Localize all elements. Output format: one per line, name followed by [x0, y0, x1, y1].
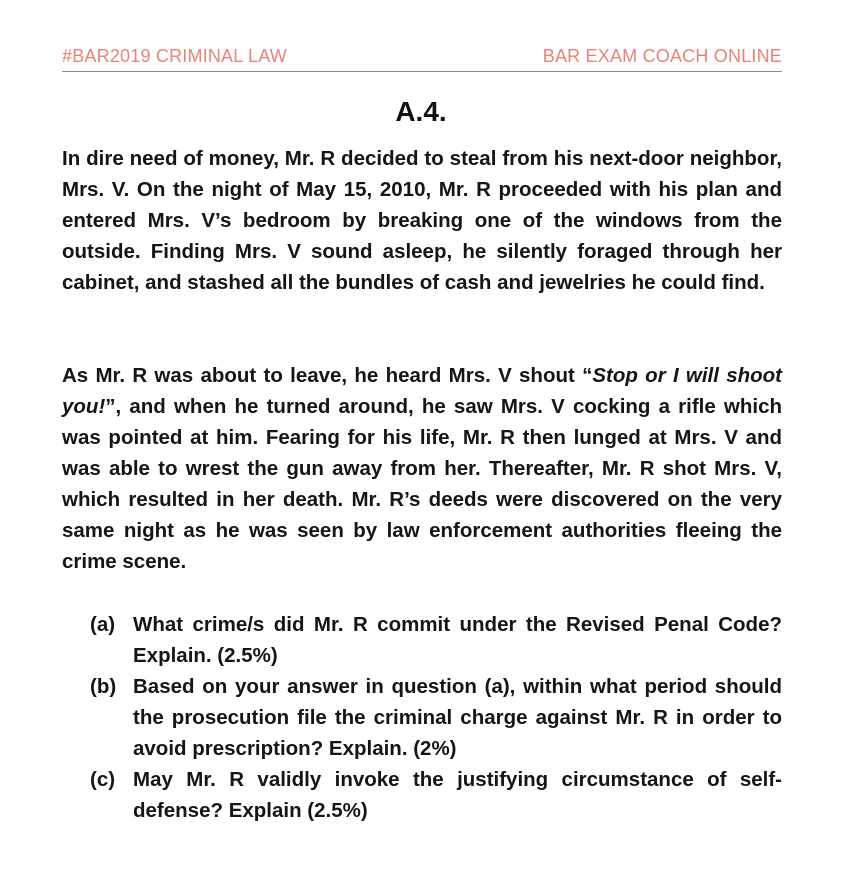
- facts-paragraph-2: [62, 360, 782, 577]
- paragraph-2-lead: As Mr. R was about to leave, he heard Mrs. V shout “: [62, 364, 593, 387]
- question-item-b: [90, 671, 782, 764]
- header-right-title: BAR EXAM COACH ONLINE: [542, 46, 782, 66]
- question-text: May Mr. R validly invoke the justifying circumstance of self-defense? Explain (2.5%): [133, 768, 782, 822]
- paragraph-2-rest: ”, and when he turned around, he saw Mrs. V cocking a rifle which was pointed at him. Fearing for his life, Mr. R then lunged at Mrs. V and was able to wrest the gun away from her. Thereafter, Mr. R shot Mrs. V, which resulted in her death. Mr. R’s deeds were discovered on the very same night as he was seen by law enforcement authorities fleeing the crime scene.: [62, 395, 782, 573]
- question-marker: (c): [90, 768, 116, 791]
- question-marker: (a): [90, 613, 116, 636]
- question-marker: (b): [90, 675, 117, 698]
- facts-paragraph-1: In dire need of money, Mr. R decided to steal from his next-door neighbor, Mrs. V. On the night of May 15, 2010, Mr. R proceeded with his plan and entered Mrs. V’s bedroom by breaking one of the windows from the outside. Finding Mrs. V sound asleep, he silently foraged through her cabinet, and stashed all the bundles of cash and jewelries he could find.: [62, 147, 782, 294]
- header-left-title: #BAR2019 CRIMINAL LAW: [62, 46, 287, 66]
- quoted-shout: Stop or I will shoot you!: [62, 364, 782, 418]
- question-text: What crime/s did Mr. R commit under the Revised Penal Code? Explain. (2.5%): [133, 613, 782, 667]
- question-list: [90, 609, 782, 826]
- question-item-a: [90, 609, 782, 671]
- question-text: Based on your answer in question (a), within what period should the prosecution file the criminal charge against Mr. R in order to avoid prescription? Explain. (2%): [133, 675, 782, 760]
- question-number: A.4.: [395, 96, 447, 127]
- page-header: [62, 45, 782, 72]
- question-item-c: [90, 764, 782, 826]
